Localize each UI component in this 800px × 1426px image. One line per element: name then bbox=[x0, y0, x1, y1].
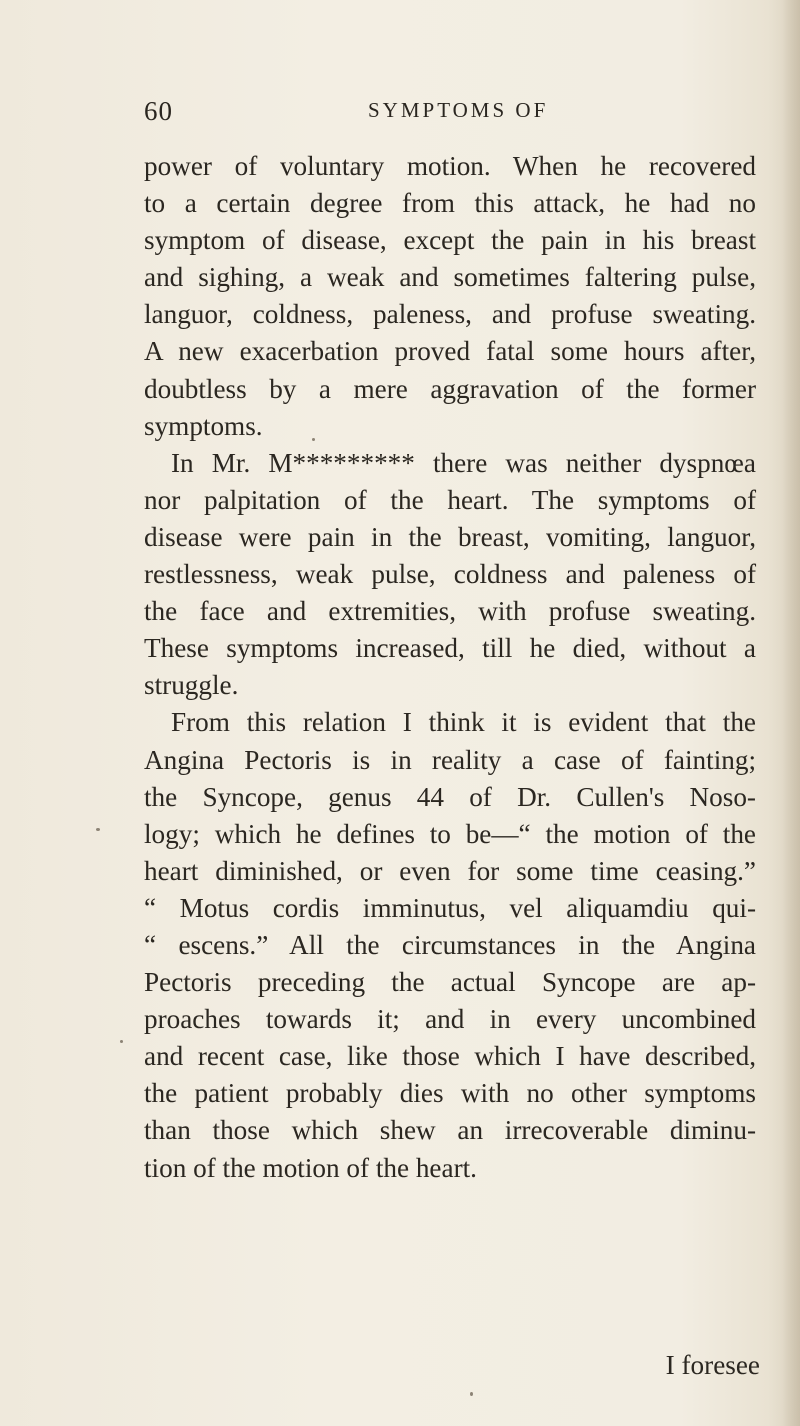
body-text bbox=[144, 148, 756, 1187]
text-line: the Syncope, genus 44 of Dr. Cullen's Noso- bbox=[144, 781, 756, 812]
text-line: the face and extremities, with profuse sweating. bbox=[144, 596, 756, 627]
text-line: the patient probably dies with no other symptoms bbox=[144, 1078, 756, 1109]
text-line: struggle. bbox=[144, 670, 239, 701]
paragraph-start-line: In Mr. M********* there was neither dyspnœa bbox=[171, 447, 756, 478]
paper-speck bbox=[312, 438, 315, 441]
text-line: These symptoms increased, till he died, without a bbox=[144, 633, 756, 664]
text-line: A new exacerbation proved fatal some hours after, bbox=[144, 336, 756, 367]
text-line: to a certain degree from this attack, he had no bbox=[144, 188, 756, 219]
text-line: Angina Pectoris is in reality a case of fainting; bbox=[144, 744, 756, 775]
text-line: symptoms. bbox=[144, 410, 263, 441]
text-line: “ Motus cordis imminutus, vel aliquamdiu qui- bbox=[144, 892, 756, 923]
text-line: and recent case, like those which I have described, bbox=[144, 1041, 756, 1072]
paper-speck bbox=[470, 1392, 473, 1396]
page-number: 60 bbox=[144, 96, 173, 126]
text-line: than those which shew an irrecoverable diminu- bbox=[144, 1115, 756, 1146]
page-edge-shadow bbox=[782, 0, 800, 1426]
text-line: nor palpitation of the heart. The symptoms of bbox=[144, 484, 756, 515]
running-head bbox=[0, 96, 800, 136]
text-line: and sighing, a weak and sometimes faltering pulse, bbox=[144, 262, 756, 293]
paragraph-start-line: From this relation I think it is evident that the bbox=[171, 707, 756, 738]
text-line: proaches towards it; and in every uncombined bbox=[144, 1004, 756, 1035]
paper-speck bbox=[120, 1040, 123, 1043]
text-line: doubtless by a mere aggravation of the former bbox=[144, 373, 756, 404]
text-line: disease were pain in the breast, vomiting, languor, bbox=[144, 521, 756, 552]
text-line: power of voluntary motion. When he recovered bbox=[144, 151, 756, 181]
text-line: heart diminished, or even for some time ceasing.” bbox=[144, 855, 756, 886]
text-line: symptom of disease, except the pain in his breast bbox=[144, 225, 756, 256]
running-title: SYMPTOMS OF bbox=[368, 98, 549, 122]
catchword: I foresee bbox=[665, 1350, 760, 1380]
text-line: logy; which he defines to be—“ the motion of the bbox=[144, 818, 756, 849]
text-line: restlessness, weak pulse, coldness and paleness of bbox=[144, 559, 756, 590]
text-line: languor, coldness, paleness, and profuse sweating. bbox=[144, 299, 756, 330]
text-line: “ escens.” All the circumstances in the Angina bbox=[144, 929, 756, 960]
text-line: Pectoris preceding the actual Syncope are ap- bbox=[144, 967, 756, 998]
paper-speck bbox=[96, 828, 100, 831]
text-line: tion of the motion of the heart. bbox=[144, 1152, 477, 1183]
